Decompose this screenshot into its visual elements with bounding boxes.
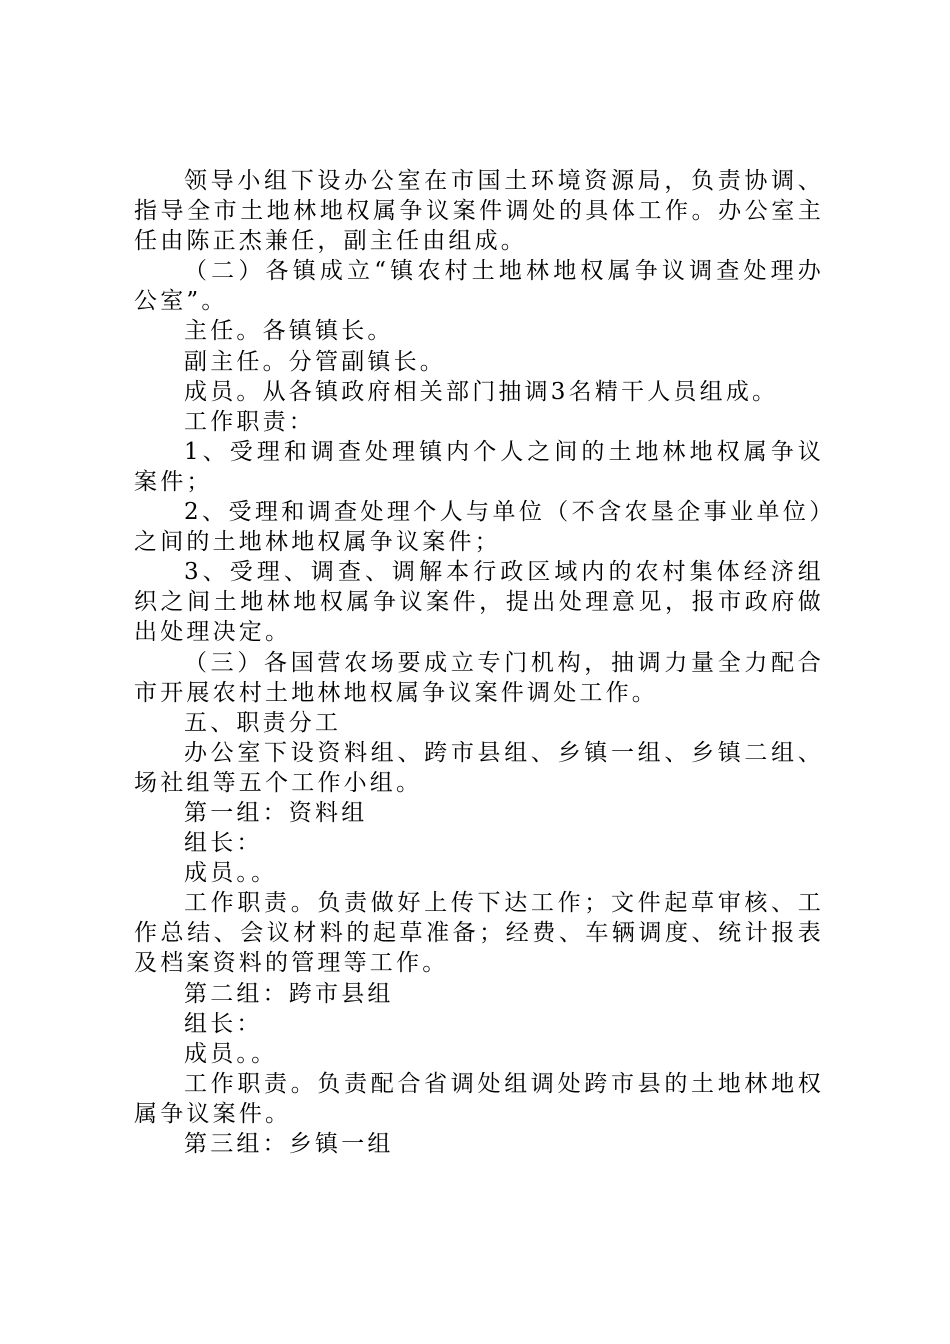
paragraph-town-office: （二）各镇成立“镇农村土地林地权属争议调查处理办公室”。 <box>134 258 824 315</box>
group-1-leader: 组长： <box>184 830 263 857</box>
paragraph-duty-2: 2、受理和调查处理个人与单位（不含农垦企事业单位）之间的土地林地权属争议案件； <box>134 499 824 556</box>
group-3-title: 第三组：乡镇一组 <box>184 1131 394 1157</box>
paragraph-working-groups: 办公室下设资料组、跨市县组、乡镇一组、乡镇二组、场社组等五个工作小组。 <box>134 739 824 796</box>
group-2-title: 第二组：跨市县组 <box>184 980 394 1007</box>
group-1-duties: 工作职责。负责做好上传下达工作；文件起草审核、工作总结、会议材料的起草准备；经费、车辆调度、统计报表及档案资料的管理等工作。 <box>134 890 824 977</box>
paragraph-duties-heading: 工作职责： <box>184 408 315 435</box>
group-1-members: 成员。。 <box>184 860 278 887</box>
section-heading-division: 五、职责分工 <box>184 709 342 736</box>
document-body <box>134 166 824 1159</box>
group-2-members: 成员。。 <box>184 1040 278 1067</box>
paragraph-director: 主任。各镇镇长。 <box>184 318 394 345</box>
group-2-duties: 工作职责。负责配合省调处组调处跨市县的土地林地权属争议案件。 <box>134 1070 824 1127</box>
paragraph-duty-3: 3、受理、调查、调解本行政区域内的农村集体经济组织之间土地林地权属争议案件，提出处理意见，报市政府做出处理决定。 <box>134 559 824 646</box>
paragraph-state-farms: （三）各国营农场要成立专门机构，抽调力量全力配合市开展农村土地林地权属争议案件调处工作。 <box>134 649 824 706</box>
paragraph-deputy-director: 副主任。分管副镇长。 <box>184 348 446 375</box>
group-1-title: 第一组：资料组 <box>184 799 368 826</box>
paragraph-office-setup: 领导小组下设办公室在市国土环境资源局，负责协调、指导全市土地林地权属争议案件调处的具体工作。办公室主任由陈正杰兼任，副主任由组成。 <box>134 168 824 255</box>
paragraph-members: 成员。从各镇政府相关部门抽调3名精干人员组成。 <box>184 378 779 405</box>
group-2-leader: 组长： <box>184 1010 263 1037</box>
paragraph-duty-1: 1、受理和调查处理镇内个人之间的土地林地权属争议案件； <box>134 438 824 495</box>
